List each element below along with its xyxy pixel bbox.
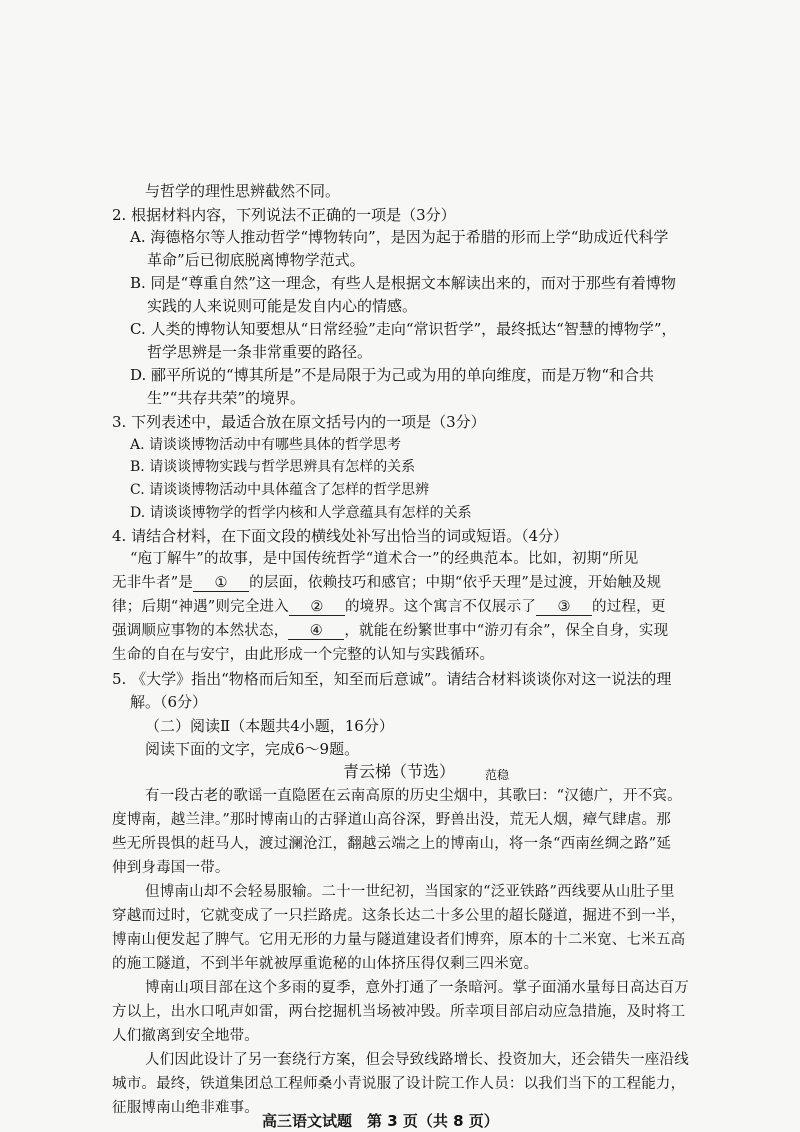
blank-4[interactable]: ④ bbox=[288, 623, 344, 640]
option-3d: D. 请谈谈博物学的哲学内核和人学意蕴具有怎样的关系 bbox=[130, 505, 472, 521]
story-paragraph-line: 穿越而过时，它就变成了一只拦路虎。这条长达二十多公里的超长隧道，掘进不到一半， bbox=[112, 908, 686, 924]
story-title: 青云梯（节选） bbox=[343, 762, 456, 781]
q4-passage-line: 无非牛者”是 ① 的层面，依赖技巧和感官；中期“依乎天理”是过渡，开始触及规 bbox=[112, 575, 662, 591]
story-paragraph-line: 博南山便发起了脾气。它用无形的力量与隧道建设者们博弈，原本的十二米宽、七米五高 bbox=[112, 932, 686, 948]
q4-passage-line: 强调顺应事物的本然状态， ④ ，就能在纷繁世事中“游刃有余”，保全自身，实现 bbox=[112, 623, 669, 639]
blank-3[interactable]: ③ bbox=[536, 599, 592, 616]
story-author: 范稳 bbox=[485, 768, 510, 782]
option-3c: C. 请谈谈博物活动中具体蕴含了怎样的哲学思辨 bbox=[130, 482, 430, 498]
question-4-stem: 4. 请结合材料，在下面文段的横线处补写出恰当的词或短语。（4分） bbox=[112, 527, 569, 545]
q4-passage-line: “庖丁解牛”的故事，是中国传统哲学“道术合一”的经典范本。比如，初期“所见 bbox=[130, 551, 639, 567]
question-5-stem-cont: 解。（6分） bbox=[130, 693, 208, 711]
blank-2[interactable]: ② bbox=[289, 599, 345, 616]
page-footer: 高三语文试题 第 3 页（共 8 页） bbox=[262, 1112, 499, 1130]
option-2a-cont: 革命”后已彻底脱离博物学范式。 bbox=[147, 251, 365, 269]
question-2-stem: 2. 根据材料内容，下列说法不正确的一项是（3分） bbox=[112, 206, 456, 224]
text-line: 与哲学的理性思辨截然不同。 bbox=[145, 182, 341, 200]
option-2b-cont: 实践的人来说则可能是发自内心的情感。 bbox=[147, 297, 418, 315]
q4-passage-line: 律；后期“神遇”则完全进入 ② 的境界。这个寓言不仅展示了 ③ 的过程，更 bbox=[112, 599, 666, 615]
blank-1[interactable]: ① bbox=[193, 575, 249, 592]
section-heading: （二）阅读Ⅱ（本题共4小题，16分） bbox=[145, 717, 394, 735]
story-paragraph-line: 伸到身毒国一带。 bbox=[112, 860, 230, 876]
story-paragraph-line: 有一段古老的歌谣一直隐匿在云南高原的历史尘烟中，其歌曰：“汉德广，开不宾。 bbox=[145, 788, 682, 804]
option-2d-cont: 生”“共存共荣”的境界。 bbox=[147, 389, 306, 407]
story-paragraph-line: 人们撤离到安全地带。 bbox=[112, 1028, 259, 1044]
story-paragraph-line: 度博南，越兰津。”那时博南山的古驿道山高谷深，野兽出没，荒无人烟，瘴气肆虐。那 bbox=[112, 812, 671, 828]
story-paragraph-line: 征服博南山绝非难事。 bbox=[112, 1100, 259, 1116]
story-paragraph-line: 博南山项目部在这个多雨的夏季，意外打通了一条暗河。掌子面涌水量每日高达百万 bbox=[145, 980, 689, 996]
option-2d: D. 郦平所说的“博其所是”不是局限于为己或为用的单向维度，而是万物“和合共 bbox=[130, 366, 655, 384]
story-paragraph-line: 城市。最终，铁道集团总工程师桑小青说服了设计院工作人员：以我们当下的工程能力， bbox=[112, 1076, 686, 1092]
q4-passage-line: 生命的自在与安宁，由此形成一个完整的认知与实践循环。 bbox=[112, 647, 495, 663]
story-paragraph-line: 的施工隧道，不到半年就被厚重诡秘的山体挤压得仅剩三四米宽。 bbox=[112, 956, 539, 972]
option-3a: A. 请谈谈博物活动中有哪些具体的哲学思考 bbox=[130, 437, 402, 453]
reading-instruction: 阅读下面的文字，完成6～9题。 bbox=[145, 740, 360, 758]
question-5-stem: 5. 《大学》指出“物格而后知至，知至而后意诚”。请结合材料谈谈你对这一说法的理 bbox=[112, 670, 672, 688]
option-2c-cont: 哲学思辨是一条非常重要的路径。 bbox=[147, 343, 373, 361]
option-2a: A. 海德格尔等人推动哲学“博物转向”，是因为起于希腊的形而上学“助成近代科学 bbox=[130, 228, 669, 246]
option-3b: B. 请谈谈博物实践与哲学思辨具有怎样的关系 bbox=[130, 459, 416, 475]
story-paragraph-line: 方以上，出水口吼声如雷，两台挖掘机当场被冲毁。所幸项目部启动应急措施，及时将工 bbox=[112, 1004, 686, 1020]
question-3-stem: 3. 下列表述中，最适合放在原文括号内的一项是（3分） bbox=[112, 413, 486, 431]
option-2c: C. 人类的博物认知要想从“日常经验”走向“常识哲学”，最终抵达“智慧的博物学”， bbox=[130, 320, 677, 338]
story-paragraph-line: 些无所畏惧的赶马人，渡过澜沧江，翻越云端之上的博南山，将一条“西南丝绸之路”延 bbox=[112, 836, 672, 852]
story-paragraph-line: 但博南山却不会轻易服输。二十一世纪初，当国家的“泛亚铁路”西线要从山肚子里 bbox=[145, 884, 675, 900]
story-paragraph-line: 人们因此设计了另一套绕行方案，但会导致线路增长、投资加大，还会错失一座沿线 bbox=[145, 1052, 689, 1068]
option-2b: B. 同是“尊重自然”这一理念，有些人是根据文本解读出来的，而对于那些有着博物 bbox=[130, 274, 676, 292]
